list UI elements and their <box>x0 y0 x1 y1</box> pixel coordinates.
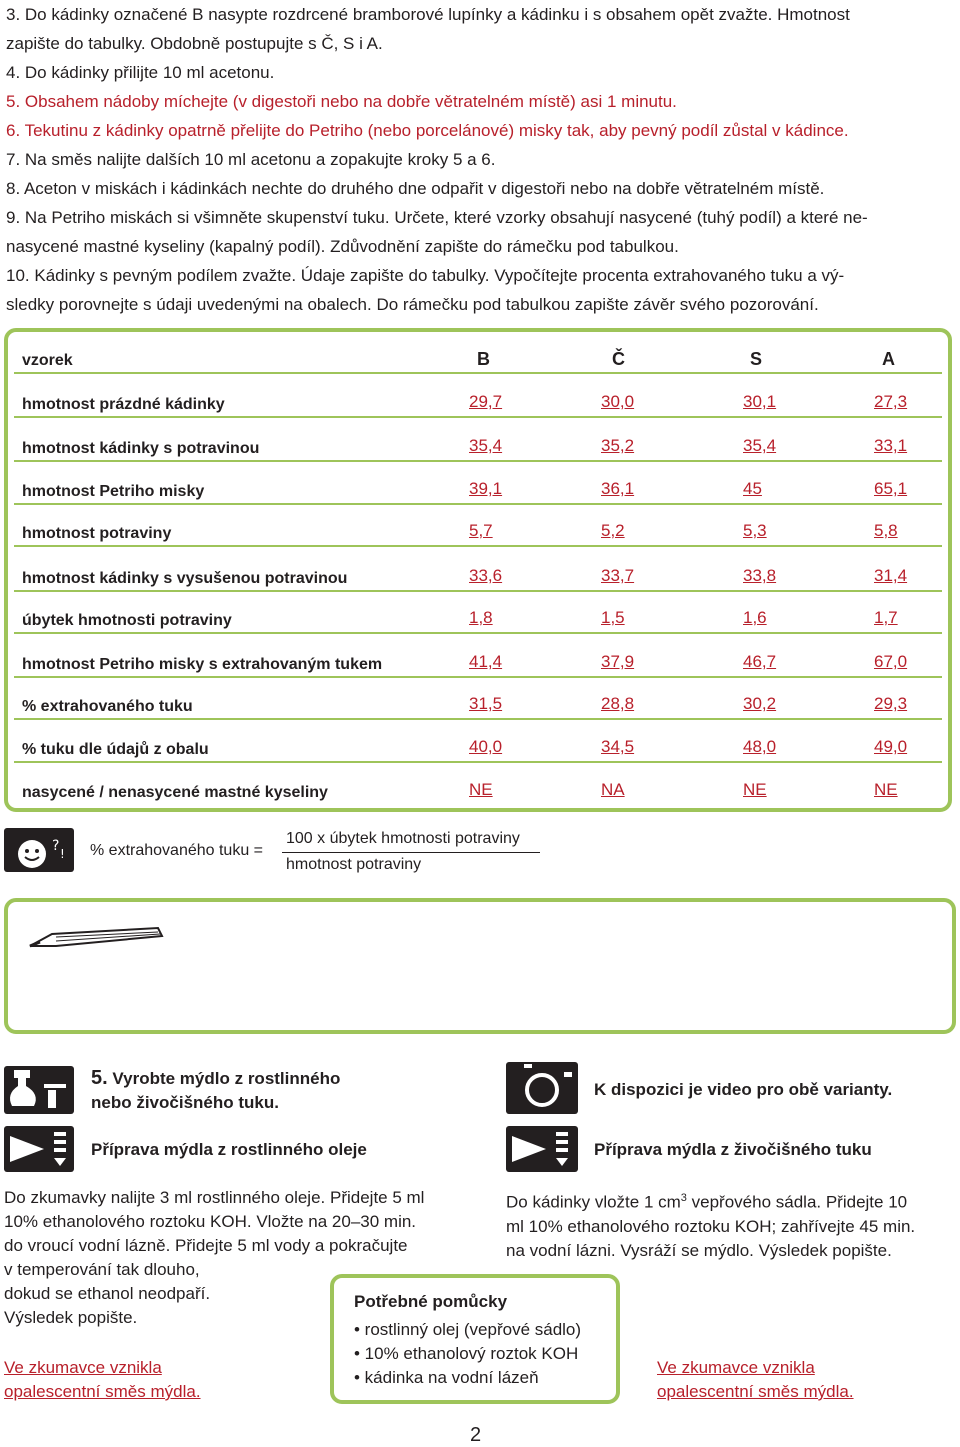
instruction-line: zapište do tabulky. Obdobně postupujte s Č, S i A. <box>6 34 383 53</box>
table-row <box>14 768 942 804</box>
table-cell: 67,0 <box>874 652 908 671</box>
table-cell: 49,0 <box>874 737 908 756</box>
table-cell: 27,3 <box>874 392 908 411</box>
table-cell: 40,0 <box>469 737 503 756</box>
pencil-icon <box>26 920 166 956</box>
table-row <box>14 424 942 462</box>
aids-title: Potřebné pomůcky <box>354 1292 508 1311</box>
camera-icon <box>506 1062 578 1114</box>
answer-line: opalescentní směs mýdla. <box>657 1382 854 1401</box>
procedure-line: na vodní lázni. Vysráží se mýdlo. Výsledek popište. <box>506 1240 892 1260</box>
table-cell: 35,2 <box>601 436 635 455</box>
table-cell: 5,8 <box>874 521 898 540</box>
table-cell: 5,3 <box>743 521 767 540</box>
right-heading: Příprava mýdla z živočišného tuku <box>594 1140 872 1159</box>
table-cell: 35,4 <box>469 436 503 455</box>
row-label: hmotnost prázdné kádinky <box>22 396 225 413</box>
table-cell: NE <box>469 780 493 799</box>
procedure-icon <box>506 1126 578 1172</box>
column-header: B <box>477 349 490 369</box>
instruction-line: 5. Obsahem nádoby míchejte (v digestoři nebo na dobře větratelném místě) asi 1 minutu. <box>6 92 677 111</box>
thinking-face-icon <box>4 828 74 872</box>
video-note: K dispozici je video pro obě varianty. <box>594 1080 893 1099</box>
procedure-line: Výsledek popište. <box>4 1308 138 1327</box>
table-cell: 34,5 <box>601 737 635 756</box>
section-title-line: nebo živočišného tuku. <box>91 1093 279 1112</box>
table-cell: 30,2 <box>743 694 777 713</box>
instruction-line: 3. Do kádinky označené B nasypte rozdrcené bramborové lupínky a kádinku i s obsahem opět zvažte. Hmotnost <box>6 5 850 24</box>
instruction-line: 6. Tekutinu z kádinky opatrně přelijte do Petriho (nebo porcelánové) misky tak, aby pevný podíl zůstal v kádince. <box>6 121 849 140</box>
procedure-line: 10% ethanolového roztoku KOH. Vložte na 20–30 min. <box>4 1212 417 1231</box>
column-header: S <box>750 349 763 369</box>
table-cell: 45 <box>743 479 762 498</box>
table-cell: 31,5 <box>469 694 503 713</box>
procedure-line: Do zkumavky nalijte 3 ml rostlinného oleje. Přidejte 5 ml <box>4 1188 425 1207</box>
table-cell: 1,7 <box>874 608 898 627</box>
table-row <box>14 380 942 418</box>
svg-text:!: ! <box>60 847 65 861</box>
table-cell: 29,7 <box>469 392 503 411</box>
table-cell: 30,0 <box>601 392 635 411</box>
table-header-row <box>14 336 942 374</box>
section-title <box>91 1066 340 1115</box>
page-number: 2 <box>470 1424 482 1446</box>
instruction-line: 4. Do kádinky přilijte 10 ml acetonu. <box>6 63 275 82</box>
table-cell: 37,9 <box>601 652 635 671</box>
instruction-line: nasycené mastné kyseliny (kapalný podíl). Zdůvodnění zapište do rámečku pod tabulkou. <box>6 237 679 256</box>
table-cell: NE <box>874 780 898 799</box>
table-header-label: vzorek <box>22 352 73 369</box>
formula-numerator: 100 x úbytek hmotnosti potraviny <box>286 830 520 847</box>
right-answer <box>657 1356 854 1404</box>
table-cell: 33,8 <box>743 566 777 585</box>
procedure-line: v temperování tak dlouho, <box>4 1260 200 1279</box>
table-cell: 1,8 <box>469 608 493 627</box>
section-number: 5. <box>91 1067 108 1089</box>
table-cell: 31,4 <box>874 566 908 585</box>
right-procedure <box>506 1186 915 1263</box>
procedure-line: Do kádinky vložte 1 cm <box>506 1192 681 1212</box>
fraction-line <box>282 852 540 853</box>
procedure-icon <box>4 1126 74 1172</box>
notes-box <box>4 898 956 1034</box>
table-cell: 46,7 <box>743 652 777 671</box>
table-row <box>14 509 942 547</box>
aid-item: • rostlinný olej (vepřové sádlo) <box>354 1320 582 1339</box>
row-label: hmotnost kádinky s potravinou <box>22 440 260 457</box>
left-answer <box>4 1356 201 1404</box>
aid-item: • 10% ethanolový roztok KOH <box>354 1344 579 1363</box>
superscript: 3 <box>680 1192 687 1204</box>
section-title-line: Vyrobte mýdlo z rostlinného <box>112 1069 341 1088</box>
instructions <box>6 0 954 319</box>
table-cell: 30,1 <box>743 392 777 411</box>
answer-line: Ve zkumavce vznikla <box>4 1358 162 1377</box>
table-cell: 39,1 <box>469 479 503 498</box>
table-row <box>14 638 942 678</box>
table-cell: 33,7 <box>601 566 635 585</box>
instruction-line: 7. Na směs nalijte dalších 10 ml acetonu a zopakujte kroky 5 a 6. <box>6 150 496 169</box>
table-row <box>14 467 942 505</box>
instruction-line: 8. Aceton v miskách i kádinkách nechte do druhého dne odpařit v digestoři nebo na dobře větratelném místě. <box>6 179 825 198</box>
table-cell: 48,0 <box>743 737 777 756</box>
formula-denominator: hmotnost potraviny <box>286 856 422 873</box>
row-label: % extrahovaného tuku <box>22 698 193 715</box>
procedure-line: ml 10% ethanolového roztoku KOH; zahřívejte 45 min. <box>506 1216 916 1236</box>
table-cell: 29,3 <box>874 694 908 713</box>
column-header: Č <box>612 349 625 369</box>
row-label: hmotnost Petriho misky s extrahovaným tukem <box>22 656 383 673</box>
table-cell: NE <box>743 780 767 799</box>
table-row <box>14 725 942 763</box>
table-cell: 36,1 <box>601 479 635 498</box>
row-label: hmotnost potraviny <box>22 525 172 542</box>
table-cell: 33,1 <box>874 436 908 455</box>
aid-item: • kádinka na vodní lázeň <box>354 1368 539 1387</box>
row-label: hmotnost Petriho misky <box>22 483 205 500</box>
table-cell: 1,6 <box>743 608 767 627</box>
column-header: A <box>882 349 895 369</box>
table-cell: 35,4 <box>743 436 777 455</box>
formula-lhs: % extrahovaného tuku = <box>90 842 264 859</box>
answer-line: Ve zkumavce vznikla <box>657 1358 815 1377</box>
left-heading: Příprava mýdla z rostlinného oleje <box>91 1140 367 1159</box>
results-table <box>4 328 952 812</box>
table-row <box>14 682 942 720</box>
table-cell: 41,4 <box>469 652 503 671</box>
procedure-line: dokud se ethanol neodpaří. <box>4 1284 211 1303</box>
row-label: nasycené / nenasycené mastné kyseliny <box>22 784 328 801</box>
instruction-line: 10. Kádinky s pevným podílem zvažte. Údaje zapište do tabulky. Vypočítejte procenta extrahovaného tuku a vý- <box>6 266 845 285</box>
aids-box <box>330 1274 620 1404</box>
table-cell: 28,8 <box>601 694 635 713</box>
answer-line: opalescentní směs mýdla. <box>4 1382 201 1401</box>
instruction-line: 9. Na Petriho miskách si všimněte skupenství tuku. Určete, které vzorky obsahují nasycené (tuhý podíl) a které ne- <box>6 208 868 227</box>
table-cell: 5,7 <box>469 521 493 540</box>
table-row <box>14 596 942 634</box>
instruction-line: sledky porovnejte s údaji uvedenými na obalech. Do rámečku pod tabulkou zapište závěr svého pozorování. <box>6 295 819 314</box>
procedure-line: vepřového sádla. Přidejte 10 <box>686 1192 908 1212</box>
table-cell: 65,1 <box>874 479 908 498</box>
flask-icon <box>4 1066 74 1114</box>
table-cell: 1,5 <box>601 608 625 627</box>
table-row <box>14 552 942 592</box>
table-cell: 5,2 <box>601 521 625 540</box>
table-cell: NA <box>601 780 625 799</box>
row-label: % tuku dle údajů z obalu <box>22 741 209 758</box>
table-cell: 33,6 <box>469 566 503 585</box>
row-label: hmotnost kádinky s vysušenou potravinou <box>22 570 348 587</box>
row-label: úbytek hmotnosti potraviny <box>22 612 232 629</box>
procedure-line: do vroucí vodní lázně. Přidejte 5 ml vody a pokračujte <box>4 1236 408 1255</box>
svg-text:?: ? <box>52 838 60 854</box>
